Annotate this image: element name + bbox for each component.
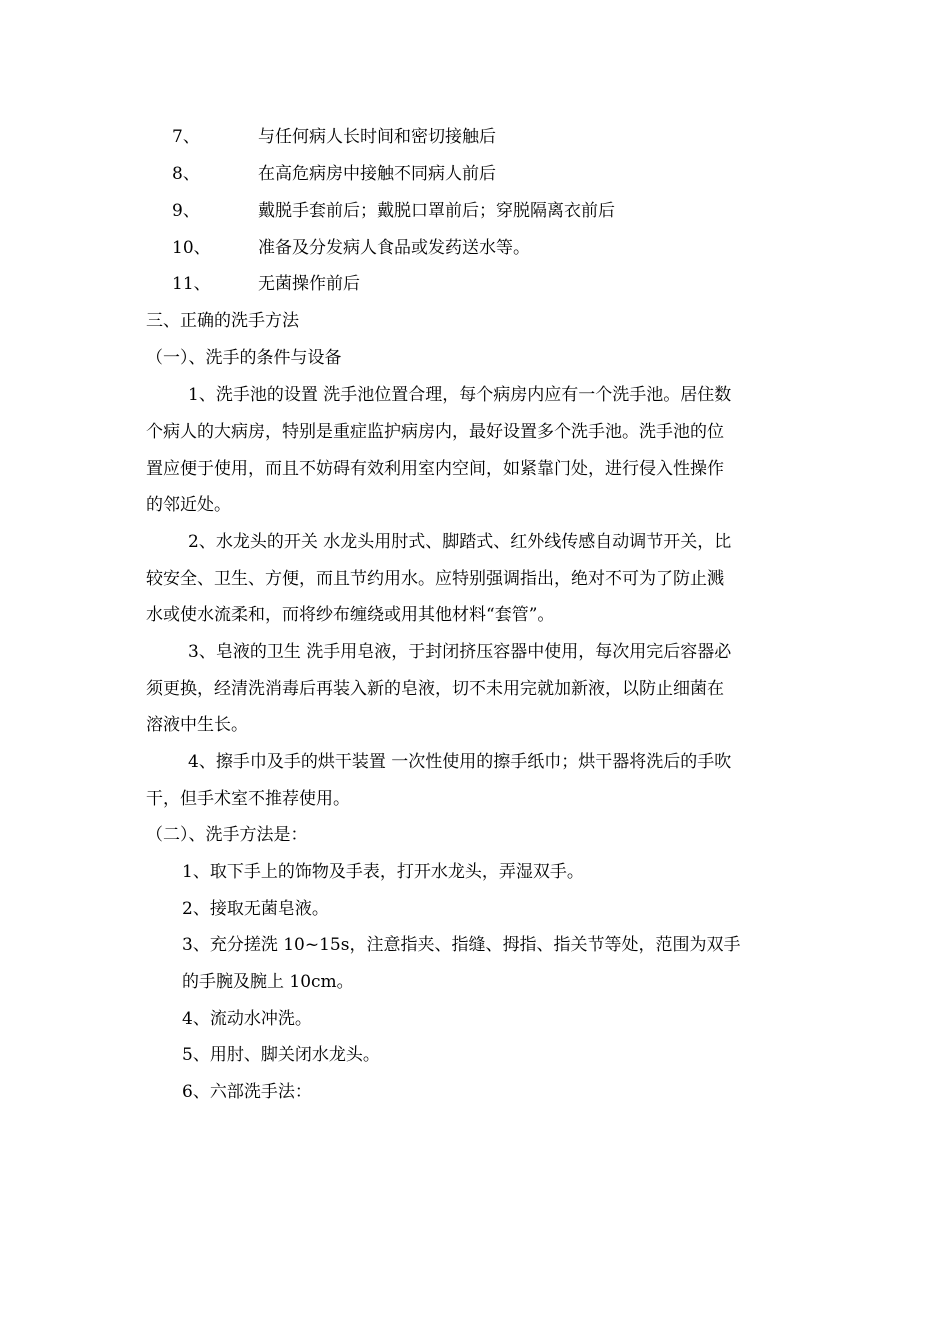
step-line: 1、取下手上的饰物及手表，打开水龙头，弄湿双手。 <box>182 862 584 882</box>
paragraph-line: 水或使水流柔和，而将纱布缠绕或用其他材料“套管”。 <box>146 605 555 625</box>
step-line: 2、接取无菌皂液。 <box>182 899 329 919</box>
section-heading: 三、正确的洗手方法 <box>146 311 299 331</box>
paragraph-line: 4、擦手巾及手的烘干装置 一次性使用的擦手纸巾；烘干器将洗后的手吹 <box>188 752 732 772</box>
paragraph-line: 较安全、卫生、方便，而且节约用水。应特别强调指出，绝对不可为了防止溅 <box>146 569 724 589</box>
paragraph-line: 置应便于使用，而且不妨碍有效利用室内空间，如紧靠门处，进行侵入性操作 <box>146 459 724 479</box>
step-line: 5、用肘、脚关闭水龙头。 <box>182 1045 380 1065</box>
list-item-number: 10、 <box>172 238 211 258</box>
list-item-number: 7、 <box>172 127 200 147</box>
list-item-number: 9、 <box>172 201 200 221</box>
paragraph-line: 2、水龙头的开关 水龙头用肘式、脚踏式、红外线传感自动调节开关，比 <box>188 532 732 552</box>
list-item-text: 在高危病房中接触不同病人前后 <box>258 164 496 184</box>
paragraph-line: 3、皂液的卫生 洗手用皂液，于封闭挤压容器中使用，每次用完后容器必 <box>188 642 732 662</box>
paragraph-line: 的邻近处。 <box>146 495 231 515</box>
paragraph-line: 须更换，经清洗消毒后再装入新的皂液，切不未用完就加新液，以防止细菌在 <box>146 679 724 699</box>
step-line: 3、充分搓洗 10~15s，注意指夹、指缝、拇指、指关节等处，范围为双手 <box>182 935 741 955</box>
step-line: 6、六部洗手法： <box>182 1082 312 1102</box>
step-line: 4、流动水冲洗。 <box>182 1009 312 1029</box>
list-item-text: 戴脱手套前后；戴脱口罩前后；穿脱隔离衣前后 <box>258 201 615 221</box>
list-item-number: 11、 <box>172 274 211 294</box>
subsection-heading: （二）、洗手方法是： <box>146 825 308 845</box>
subsection-heading: （一）、洗手的条件与设备 <box>146 348 342 368</box>
list-item-text: 无菌操作前后 <box>258 274 360 294</box>
step-line: 的手腕及腕上 10cm。 <box>182 972 354 992</box>
paragraph-line: 1、洗手池的设置 洗手池位置合理，每个病房内应有一个洗手池。居住数 <box>188 385 732 405</box>
list-item-number: 8、 <box>172 164 200 184</box>
list-item-text: 准备及分发病人食品或发药送水等。 <box>258 238 530 258</box>
paragraph-line: 个病人的大病房，特别是重症监护病房内，最好设置多个洗手池。洗手池的位 <box>146 422 724 442</box>
list-item-text: 与任何病人长时间和密切接触后 <box>258 127 496 147</box>
paragraph-line: 干，但手术室不推荐使用。 <box>146 789 350 809</box>
paragraph-line: 溶液中生长。 <box>146 715 248 735</box>
